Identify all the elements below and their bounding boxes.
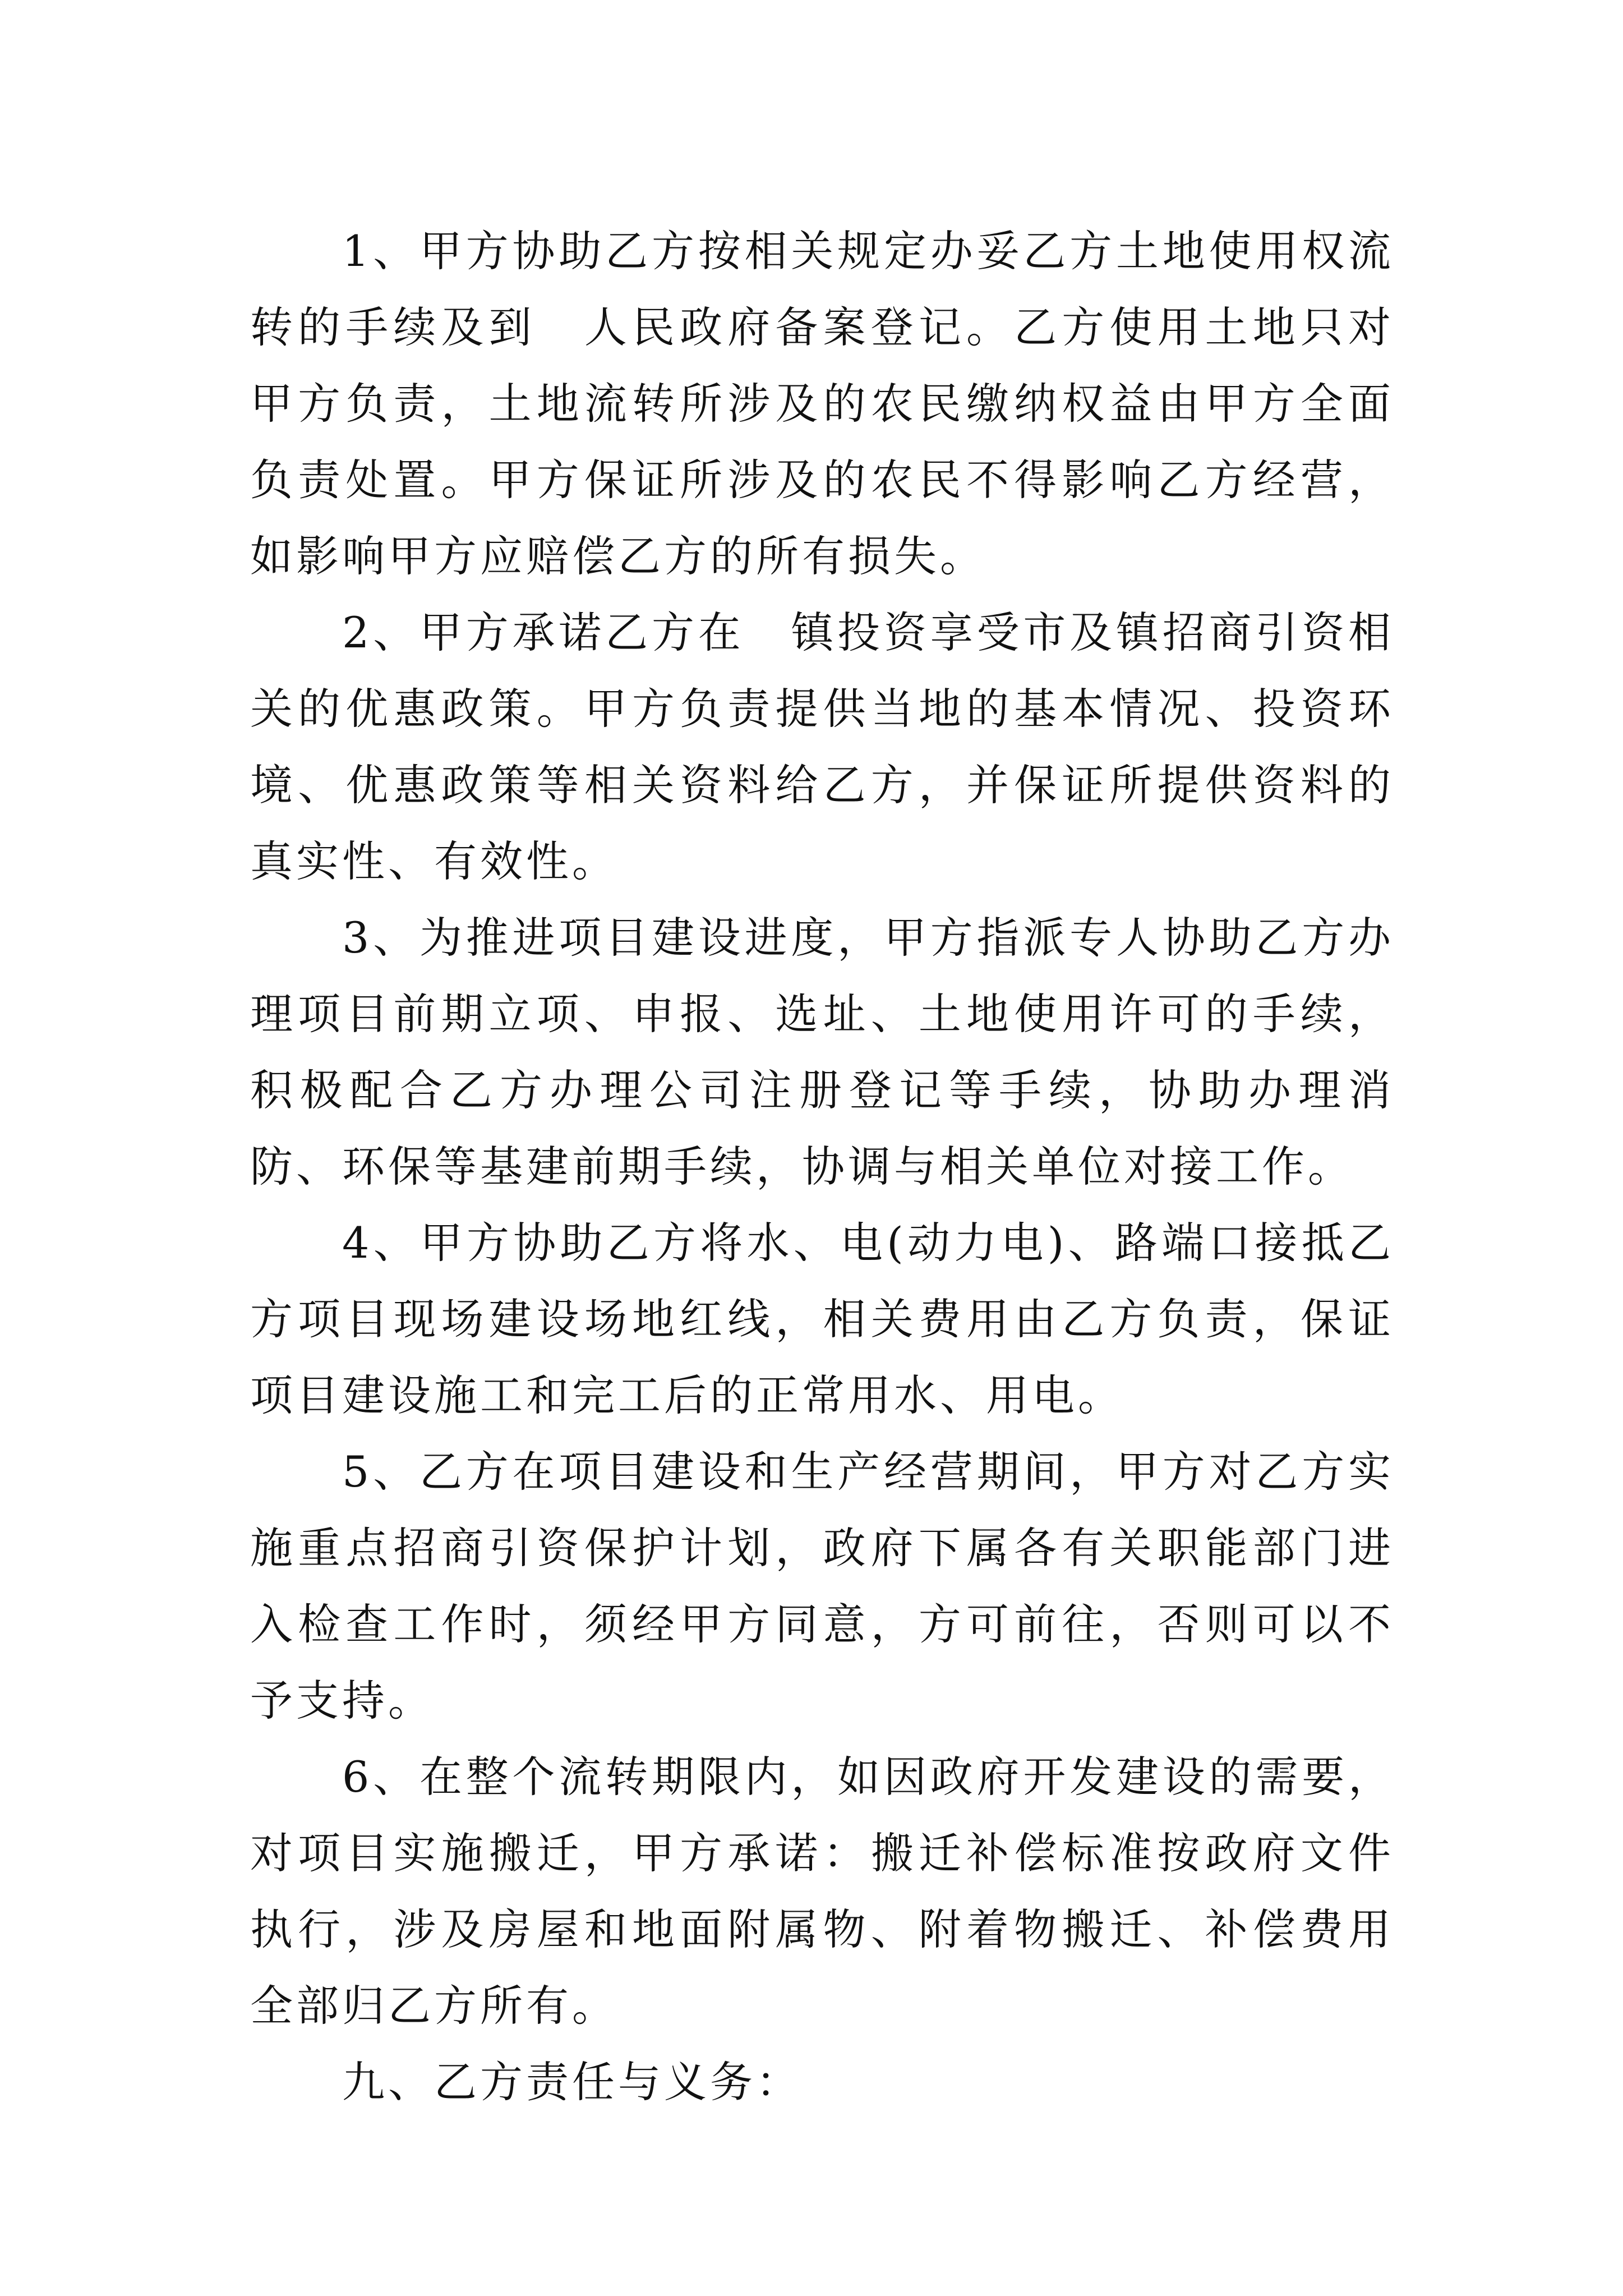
clause-5: 5、乙方在项目建设和生产经营期间，甲方对乙方实施重点招商引资保护计划，政府下属各有关职能部门进入检查工作时，须经甲方同意，方可前往，否则可以不予支持。	[250, 1447, 1394, 1726]
clause-1: 1、甲方协助乙方按相关规定办妥乙方土地使用权流转的手续及到 人民政府备案登记。乙方使用土地只对甲方负责，土地流转所涉及的农民缴纳权益由甲方全面负责处置。甲方保证所涉及的农民不得影响乙方经营，如影响甲方应赔偿乙方的所有损失。	[250, 226, 1394, 581]
clause-6: 6、在整个流转期限内，如因政府开发建设的需要，对项目实施搬迁，甲方承诺：搬迁补偿标准按政府文件执行，涉及房屋和地面附属物、附着物搬迁、补偿费用全部归乙方所有。	[250, 1752, 1394, 2031]
clause-2: 2、甲方承诺乙方在 镇投资享受市及镇招商引资相关的优惠政策。甲方负责提供当地的基本情况、投资环境、优惠政策等相关资料给乙方，并保证所提供资料的真实性、有效性。	[250, 608, 1394, 886]
clause-4: 4、甲方协助乙方将水、电(动力电)、路端口接抵乙方项目现场建设场地红线，相关费用由乙方负责，保证项目建设施工和完工后的正常用水、用电。	[250, 1218, 1394, 1420]
section-heading: 九、乙方责任与义务：	[342, 2057, 802, 2107]
document-body	[250, 213, 1394, 2120]
clause-3: 3、为推进项目建设进度，甲方指派专人协助乙方办理项目前期立项、申报、选址、土地使用许可的手续，积极配合乙方办理公司注册登记等手续，协助办理消防、环保等基建前期手续，协调与相关单位对接工作。	[250, 913, 1394, 1191]
